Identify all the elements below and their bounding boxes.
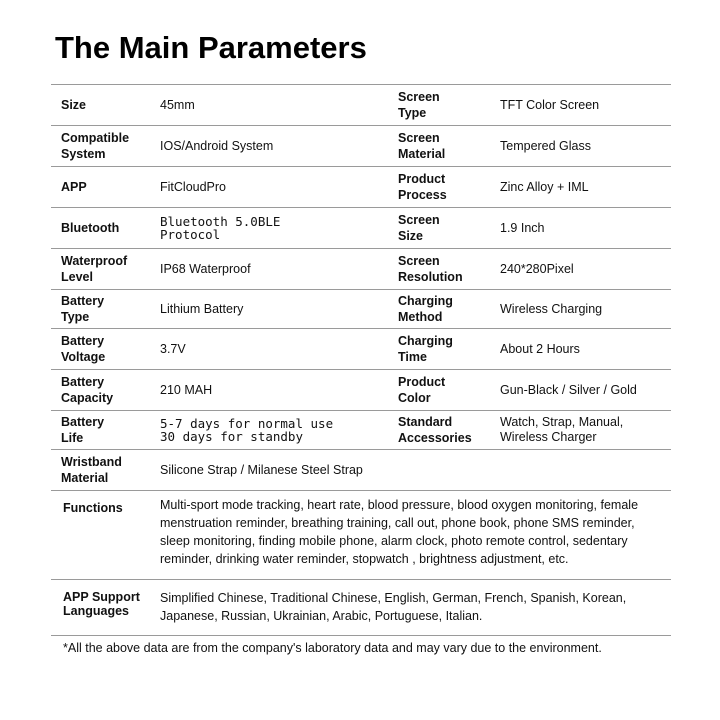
param-label: Size [61,98,87,112]
param-label: Product Color [398,375,446,405]
param-label: Charging Time [398,334,453,364]
param-value: Silicone Strap / Milanese Steel Strap [160,462,363,477]
param-value: About 2 Hours [500,341,580,356]
param-value: Bluetooth 5.0BLE Protocol [160,214,281,242]
param-label: APP [61,180,87,194]
param-value: 45mm [160,97,195,112]
param-value: 1.9 Inch [500,220,545,235]
param-label: Standard Accessories [398,415,472,445]
table-row [51,329,671,370]
param-label: Product Process [398,172,447,202]
table-row [51,167,671,208]
param-value: Zinc Alloy + IML [500,179,589,194]
param-label: Functions [63,501,123,515]
param-value: 240*280Pixel [500,261,574,276]
param-value: 210 MAH [160,382,213,397]
table-row [51,370,671,411]
param-value: IOS/Android System [160,138,274,153]
param-label: Battery Voltage [61,334,106,364]
param-label: Bluetooth [61,221,120,235]
param-value: Multi-sport mode tracking, heart rate, blood pressure, blood oxygen monitoring, female menstruation reminder, breathing training, call out, phone book, phone SMS reminder, sleep monitoring, finding mobile phone, alarm clock, photo remote control, sedentary reminder, drinking water reminder, stopwatch , brightness adjustment, etc. [160,498,639,566]
table-row-functions [51,491,671,580]
param-value: Simplified Chinese, Traditional Chinese, English, German, French, Spanish, Korean, Japanese, Russian, Ukrainian, Arabic, Portuguese, Italian. [160,591,627,623]
param-label: Battery Life [61,415,105,445]
param-label: Battery Capacity [61,375,114,405]
param-value: Lithium Battery [160,301,244,316]
param-value: FitCloudPro [160,179,226,194]
param-label: Charging Method [398,294,453,324]
param-label: APP Support Languages [63,590,140,618]
parameters-table [51,84,671,636]
table-row [51,249,671,290]
param-value: 5-7 days for normal use 30 days for standby [160,416,334,444]
param-label: Screen Size [398,213,440,243]
param-value: 3.7V [160,341,186,356]
table-row-languages [51,580,671,636]
table-row [51,290,671,329]
param-value: Gun-Black / Silver / Gold [500,382,637,397]
param-label: Screen Material [398,131,446,161]
table-row [51,450,671,491]
page-title: The Main Parameters [55,30,367,65]
param-value: Wireless Charging [500,301,603,316]
table-row [51,208,671,249]
param-label: Compatible System [61,131,130,161]
footnote: *All the above data are from the company's laboratory data and may vary due to the environment. [63,641,602,655]
param-value: IP68 Waterproof [160,261,251,276]
param-label: Waterproof Level [61,254,128,284]
param-value: Watch, Strap, Manual, Wireless Charger [500,415,624,444]
param-label: Battery Type [61,294,105,324]
table-row [51,126,671,167]
table-row [51,84,671,126]
param-label: Wristband Material [61,455,122,485]
param-value: TFT Color Screen [500,97,600,112]
table-row [51,411,671,450]
param-value: Tempered Glass [500,138,592,153]
param-label: Screen Type [398,90,440,120]
param-label: Screen Resolution [398,254,463,284]
